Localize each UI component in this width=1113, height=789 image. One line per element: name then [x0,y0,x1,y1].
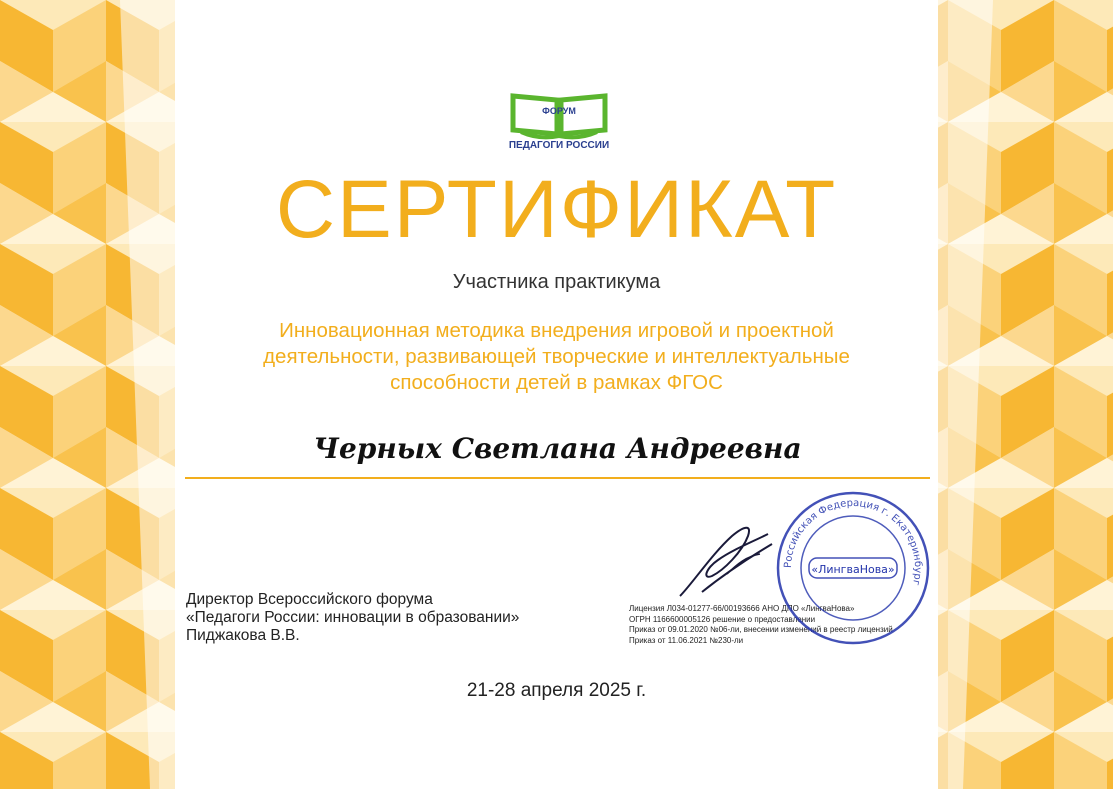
left-decorative-pattern [0,0,175,789]
signature [672,514,782,604]
event-topic [210,318,903,396]
license-line-4: Приказ от 11.06.2021 №230-ли [629,635,744,645]
certificate-subtitle: Участника практикума [452,271,661,293]
license-line-1: Лицензия Л034-01277-66/00193666 АНО ДПО «ЛингваНова» [629,604,855,613]
director-line-3: Пиджакова В.В. [186,627,300,644]
logo-top-text: ФОРУМ [542,106,576,116]
stamp-ring-text: Российская Федерация г. Екатеринбург [782,497,924,587]
director-block [186,591,519,645]
forum-logo [499,88,619,158]
logo-bottom-text: ПЕДАГОГИ РОССИИ [508,140,610,151]
license-line-2: ОГРН 1166600005126 решение о предоставлении [629,614,816,624]
event-date: 21-28 апреля 2025 г. [466,680,647,701]
right-decorative-pattern [938,0,1113,789]
topic-line-3: способности детей в рамках ФГОС [390,371,723,394]
certificate-title: СЕРТИФИКАТ [275,164,838,255]
organization-stamp [773,488,933,648]
topic-line-2: деятельности, развивающей творческие и интеллектуальные [263,345,850,368]
stamp-center-text: «ЛингваНова» [811,563,895,576]
recipient-name: Черных Светлана Андреевна [313,432,802,465]
director-line-1: Директор Всероссийского форума [186,591,433,608]
name-underline [185,477,930,479]
license-line-3: Приказ от 09.01.2020 №06-ли, внесении изменений в реестр лицензий [629,625,893,634]
director-line-2: «Педагоги России: инновации в образовании» [186,609,520,626]
topic-line-1: Инновационная методика внедрения игровой и проектной [279,319,834,342]
